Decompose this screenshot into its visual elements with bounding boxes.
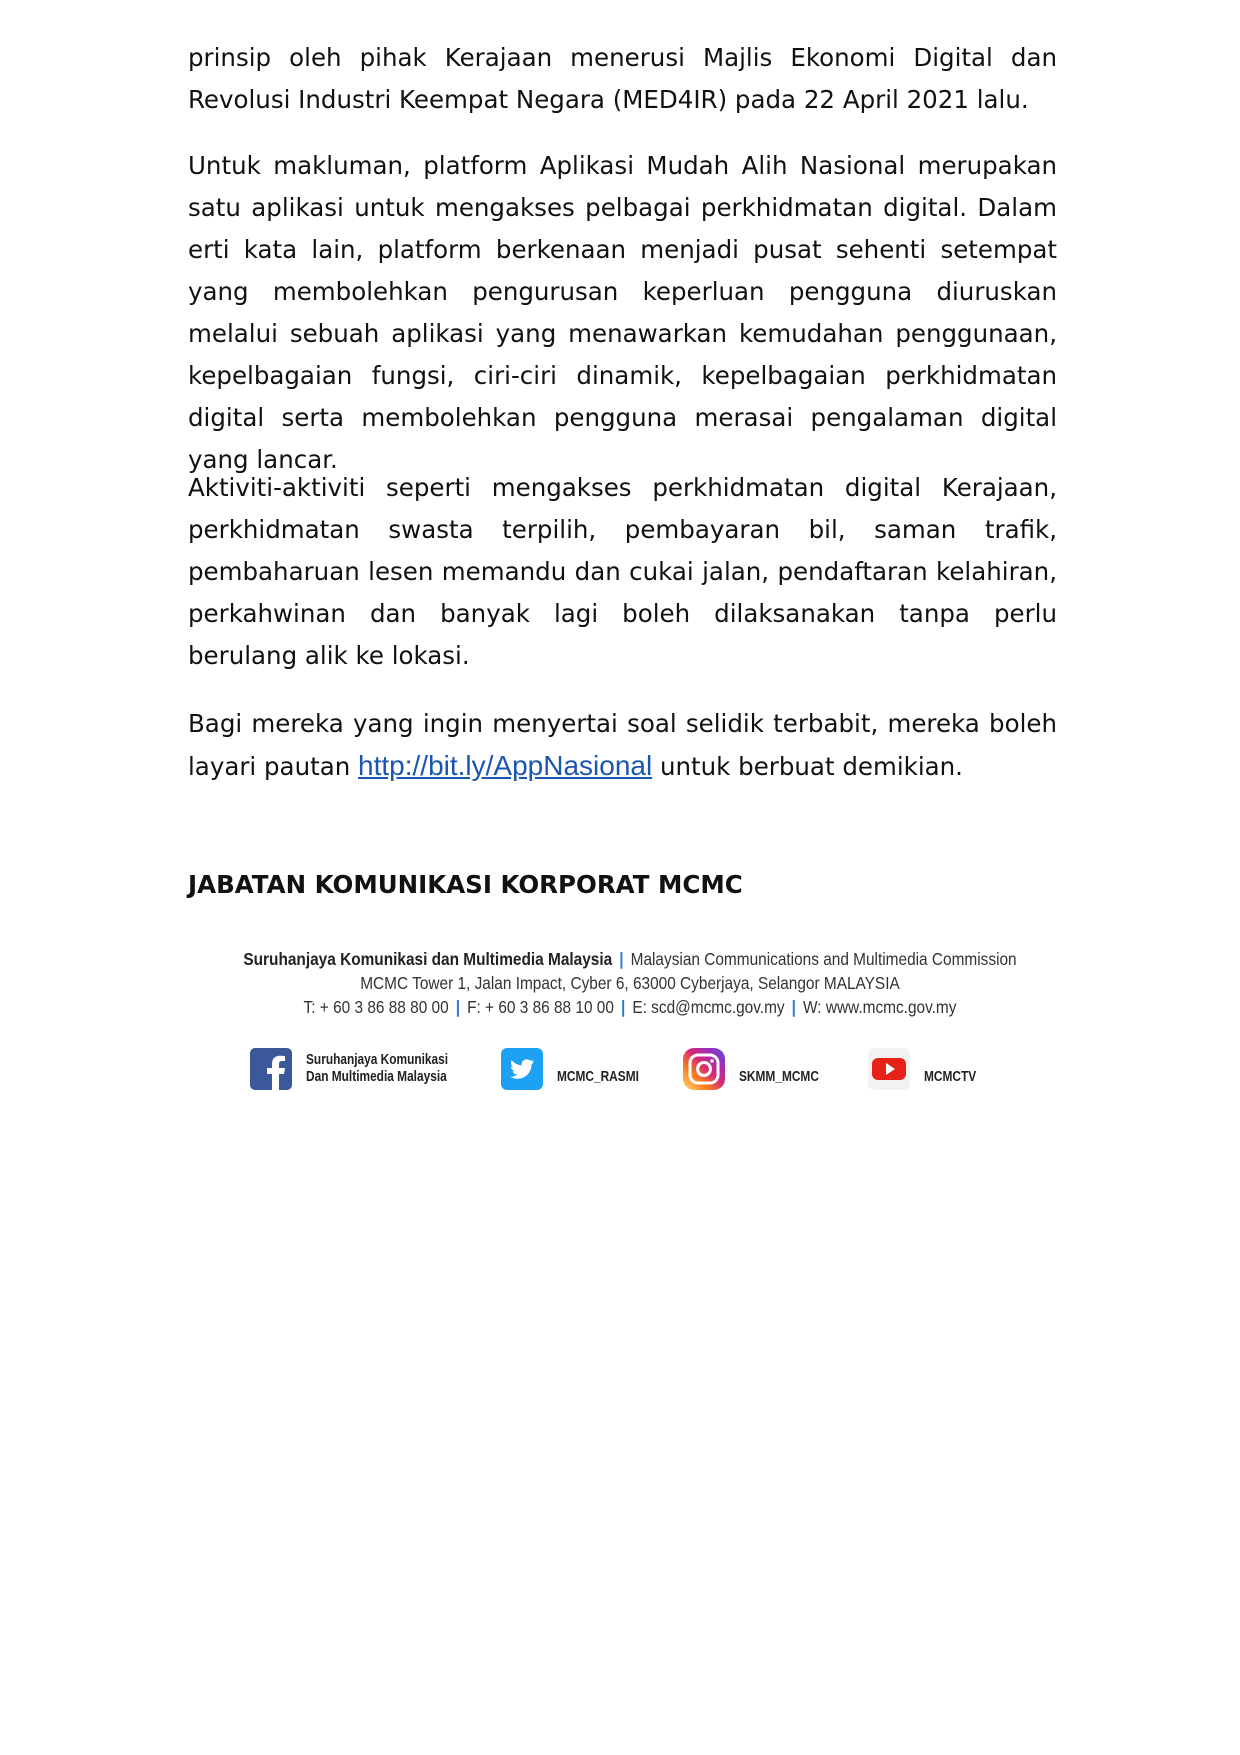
separator: |	[620, 997, 626, 1017]
paragraph-med4ir: prinsip oleh pihak Kerajaan menerusi Majlis Ekonomi Digital dan Revolusi Industri Keempat Negara (MED4IR) pada 22 April 2021 lalu.	[188, 43, 1057, 114]
contact-email: E: scd@mcmc.gov.my	[632, 997, 785, 1017]
org-name-malay: Suruhanjaya Komunikasi dan Multimedia Malaysia	[243, 949, 613, 969]
contact-fax: F: + 60 3 86 88 10 00	[467, 997, 614, 1017]
twitter-label: MCMC_RASMI	[557, 1068, 639, 1085]
paragraph-activities: Aktiviti-aktiviti seperti mengakses perkhidmatan digital Kerajaan, perkhidmatan swasta terpilih, pembayaran bil, saman trafik, pembaharuan lesen memandu dan cukai jalan, pendaftaran kelahiran, perkahwinan dan banyak lagi boleh dilaksanakan tanpa perlu berulang alik ke lokasi.	[188, 473, 1057, 670]
separator: |	[455, 997, 461, 1017]
survey-link[interactable]: http://bit.ly/AppNasional	[358, 750, 653, 781]
facebook-label-line1: Suruhanjaya Komunikasi	[306, 1052, 449, 1068]
social-twitter[interactable]	[501, 1047, 657, 1091]
social-facebook[interactable]	[250, 1047, 479, 1091]
contact-web: W: www.mcmc.gov.my	[803, 997, 957, 1017]
paragraph-survey	[188, 703, 1057, 788]
survey-text-after: untuk berbuat demikian.	[652, 752, 963, 781]
instagram-icon	[683, 1048, 725, 1090]
facebook-label	[306, 1052, 448, 1086]
facebook-icon	[250, 1048, 292, 1090]
department-name: JABATAN KOMUNIKASI KORPORAT MCMC	[188, 870, 743, 899]
twitter-icon	[501, 1048, 543, 1090]
social-youtube[interactable]	[868, 1047, 988, 1091]
youtube-icon	[868, 1048, 910, 1090]
contact-address: MCMC Tower 1, Jalan Impact, Cyber 6, 63000 Cyberjaya, Selangor MALAYSIA	[360, 973, 900, 993]
contact-phone: T: + 60 3 86 88 80 00	[303, 997, 449, 1017]
instagram-label: SKMM_MCMC	[739, 1068, 819, 1085]
org-name-english: Malaysian Communications and Multimedia Commission	[630, 949, 1017, 969]
contact-block	[243, 947, 1017, 1019]
contact-details-line	[243, 995, 1017, 1019]
facebook-label-line2: Dan Multimedia Malaysia	[306, 1069, 447, 1085]
paragraph-platform-info: Untuk makluman, platform Aplikasi Mudah Alih Nasional merupakan satu aplikasi untuk mengakses pelbagai perkhidmatan digital. Dalam erti kata lain, platform berkenaan menjadi pusat sehenti setempat yang membolehkan pengurusan keperluan pengguna diuruskan melalui sebuah aplikasi yang menawarkan kemudahan penggunaan, kepelbagaian fungsi, ciri-ciri dinamik, kepelbagaian perkhidmatan digital serta membolehkan pengguna merasai pengalaman digital yang lancar.	[188, 151, 1057, 474]
survey-text-before: Bagi mereka yang ingin menyertai soal selidik terbabit, mereka boleh layari pautan	[188, 709, 1057, 781]
youtube-label: MCMCTV	[924, 1068, 977, 1085]
social-instagram[interactable]	[683, 1047, 836, 1091]
contact-org-line	[243, 947, 1017, 971]
separator: |	[791, 997, 796, 1017]
separator: |	[619, 949, 624, 969]
